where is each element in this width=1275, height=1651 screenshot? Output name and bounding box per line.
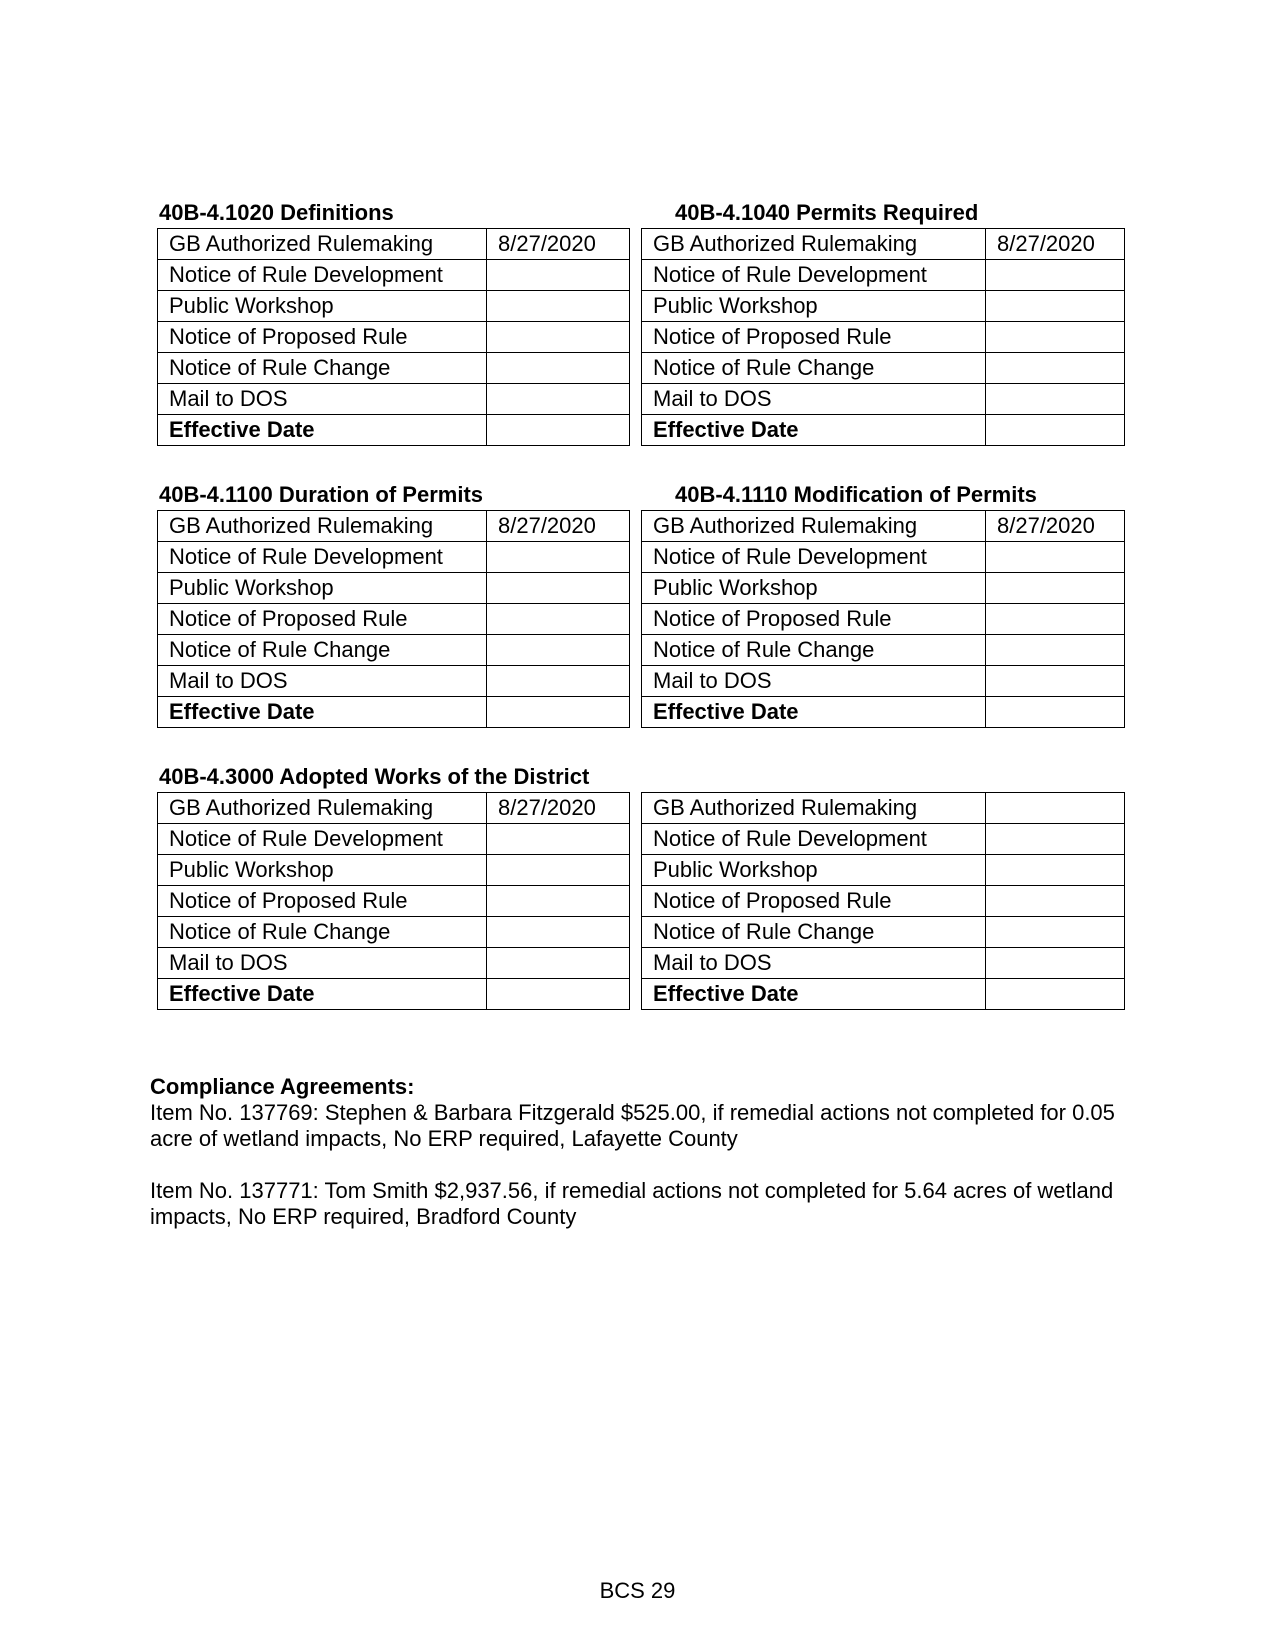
table-row: [158, 291, 630, 322]
row-value: [986, 635, 1125, 666]
compliance-item: Item No. 137771: Tom Smith $2,937.56, if remedial actions not completed for 5.64 acres of wetland impacts, No ERP required, Bradford County: [150, 1178, 1114, 1229]
table-row: [642, 384, 1125, 415]
row-value: 8/27/2020: [487, 229, 630, 260]
row-value: [487, 979, 630, 1010]
rule-title: 40B-4.1110 Modification of Permits: [675, 482, 1037, 507]
table-row: [642, 542, 1125, 573]
table-row: [642, 353, 1125, 384]
table-row: [158, 793, 630, 824]
rule-status-table: [641, 510, 1125, 728]
row-value: [986, 353, 1125, 384]
table-row: [158, 415, 630, 446]
row-label: Mail to DOS: [642, 948, 986, 979]
table-row: [642, 886, 1125, 917]
row-label: Effective Date: [158, 979, 487, 1010]
table-row: [642, 229, 1125, 260]
row-label: Notice of Proposed Rule: [642, 322, 986, 353]
table-row: [158, 353, 630, 384]
row-label: Mail to DOS: [158, 666, 487, 697]
row-value: [487, 322, 630, 353]
rule-status-table: [641, 792, 1125, 1010]
row-label: Notice of Proposed Rule: [158, 604, 487, 635]
row-label: Notice of Rule Development: [158, 824, 487, 855]
row-value: [986, 793, 1125, 824]
row-label: Notice of Proposed Rule: [158, 886, 487, 917]
table-row: [642, 604, 1125, 635]
row-label: Mail to DOS: [642, 384, 986, 415]
row-value: [986, 948, 1125, 979]
row-value: [986, 855, 1125, 886]
table-row: [158, 260, 630, 291]
table-row: [158, 573, 630, 604]
table-row: [158, 948, 630, 979]
row-value: [986, 917, 1125, 948]
table-row: [158, 886, 630, 917]
row-label: Effective Date: [158, 415, 487, 446]
row-label: Notice of Rule Development: [642, 260, 986, 291]
row-label: Notice of Rule Change: [642, 635, 986, 666]
row-label: Notice of Rule Change: [642, 353, 986, 384]
rule-block-modification-of-permits: [641, 482, 1125, 728]
table-row: [642, 260, 1125, 291]
row-label: Notice of Rule Development: [642, 542, 986, 573]
table-row: [158, 384, 630, 415]
row-value: [986, 573, 1125, 604]
row-label: Public Workshop: [642, 291, 986, 322]
row-value: [986, 260, 1125, 291]
table-row: [642, 917, 1125, 948]
table-row: [158, 666, 630, 697]
row-label: Mail to DOS: [642, 666, 986, 697]
row-label: Notice of Rule Change: [158, 353, 487, 384]
rule-title: 40B-4.1020 Definitions: [159, 200, 394, 225]
row-value: [986, 291, 1125, 322]
table-row: [642, 635, 1125, 666]
row-label: Notice of Proposed Rule: [158, 322, 487, 353]
rule-block-duration-of-permits: [157, 482, 630, 728]
row-label: GB Authorized Rulemaking: [642, 229, 986, 260]
row-value: [487, 604, 630, 635]
row-value: 8/27/2020: [487, 511, 630, 542]
row-label: Public Workshop: [158, 573, 487, 604]
row-value: [487, 291, 630, 322]
row-value: 8/27/2020: [986, 229, 1125, 260]
row-label: Notice of Rule Change: [158, 635, 487, 666]
row-label: Mail to DOS: [158, 948, 487, 979]
table-row: [158, 917, 630, 948]
row-value: [487, 542, 630, 573]
rule-title: 40B-4.1100 Duration of Permits: [159, 482, 484, 507]
row-value: [487, 917, 630, 948]
row-value: [487, 666, 630, 697]
table-row: [642, 979, 1125, 1010]
table-row: [158, 635, 630, 666]
row-label: Public Workshop: [642, 855, 986, 886]
row-value: [986, 824, 1125, 855]
table-row: [642, 291, 1125, 322]
table-row: [158, 824, 630, 855]
table-row: [158, 604, 630, 635]
row-label: GB Authorized Rulemaking: [158, 229, 487, 260]
row-value: [487, 260, 630, 291]
row-value: 8/27/2020: [487, 793, 630, 824]
row-label: GB Authorized Rulemaking: [642, 511, 986, 542]
table-row: [642, 511, 1125, 542]
table-row: [158, 855, 630, 886]
row-value: [986, 666, 1125, 697]
page-footer: BCS 29: [599, 1578, 676, 1603]
row-value: [487, 573, 630, 604]
compliance-heading: Compliance Agreements:: [150, 1074, 415, 1099]
rule-status-table: [157, 228, 630, 446]
table-row: [158, 229, 630, 260]
table-row: [158, 697, 630, 728]
row-value: [986, 415, 1125, 446]
rule-status-table: [157, 510, 630, 728]
table-row: [642, 855, 1125, 886]
row-value: [487, 948, 630, 979]
rule-block-definitions: [157, 200, 630, 446]
table-row: [158, 322, 630, 353]
row-label: Notice of Rule Development: [642, 824, 986, 855]
rule-block-untitled: [641, 764, 1125, 1010]
rule-title: 40B-4.3000 Adopted Works of the District: [159, 764, 590, 789]
compliance-item: Item No. 137769: Stephen & Barbara Fitzgerald $525.00, if remedial actions not completed for 0.05 acre of wetland impacts, No ERP required, Lafayette County: [150, 1100, 1115, 1151]
rule-title: 40B-4.1040 Permits Required: [675, 200, 979, 225]
rule-status-table: [157, 792, 630, 1010]
row-value: [986, 697, 1125, 728]
row-label: Public Workshop: [158, 855, 487, 886]
row-value: [487, 415, 630, 446]
rule-block-adopted-works: [157, 764, 630, 1010]
row-label: GB Authorized Rulemaking: [642, 793, 986, 824]
table-row: [642, 573, 1125, 604]
row-value: [986, 322, 1125, 353]
table-row: [158, 979, 630, 1010]
row-label: Notice of Rule Development: [158, 542, 487, 573]
table-row: [642, 948, 1125, 979]
row-value: 8/27/2020: [986, 511, 1125, 542]
row-value: [487, 353, 630, 384]
row-value: [487, 855, 630, 886]
rule-title: [641, 764, 1125, 792]
row-value: [487, 697, 630, 728]
table-row: [642, 415, 1125, 446]
row-label: Effective Date: [642, 415, 986, 446]
row-value: [986, 979, 1125, 1010]
row-value: [986, 542, 1125, 573]
table-row: [642, 824, 1125, 855]
row-label: Notice of Proposed Rule: [642, 604, 986, 635]
row-label: Public Workshop: [158, 291, 487, 322]
row-label: Public Workshop: [642, 573, 986, 604]
row-label: GB Authorized Rulemaking: [158, 793, 487, 824]
row-label: Effective Date: [642, 697, 986, 728]
row-label: Notice of Rule Development: [158, 260, 487, 291]
table-row: [642, 697, 1125, 728]
row-value: [487, 886, 630, 917]
row-value: [986, 384, 1125, 415]
row-label: GB Authorized Rulemaking: [158, 511, 487, 542]
row-value: [986, 886, 1125, 917]
compliance-section: [150, 1074, 1130, 1230]
table-row: [158, 511, 630, 542]
table-row: [158, 542, 630, 573]
rule-block-permits-required: [641, 200, 1125, 446]
row-label: Effective Date: [642, 979, 986, 1010]
row-value: [487, 824, 630, 855]
row-label: Notice of Rule Change: [642, 917, 986, 948]
table-row: [642, 666, 1125, 697]
row-value: [986, 604, 1125, 635]
row-value: [487, 384, 630, 415]
rule-status-table: [641, 228, 1125, 446]
row-label: Mail to DOS: [158, 384, 487, 415]
row-value: [487, 635, 630, 666]
row-label: Notice of Rule Change: [158, 917, 487, 948]
table-row: [642, 322, 1125, 353]
row-label: Effective Date: [158, 697, 487, 728]
table-row: [642, 793, 1125, 824]
row-label: Notice of Proposed Rule: [642, 886, 986, 917]
